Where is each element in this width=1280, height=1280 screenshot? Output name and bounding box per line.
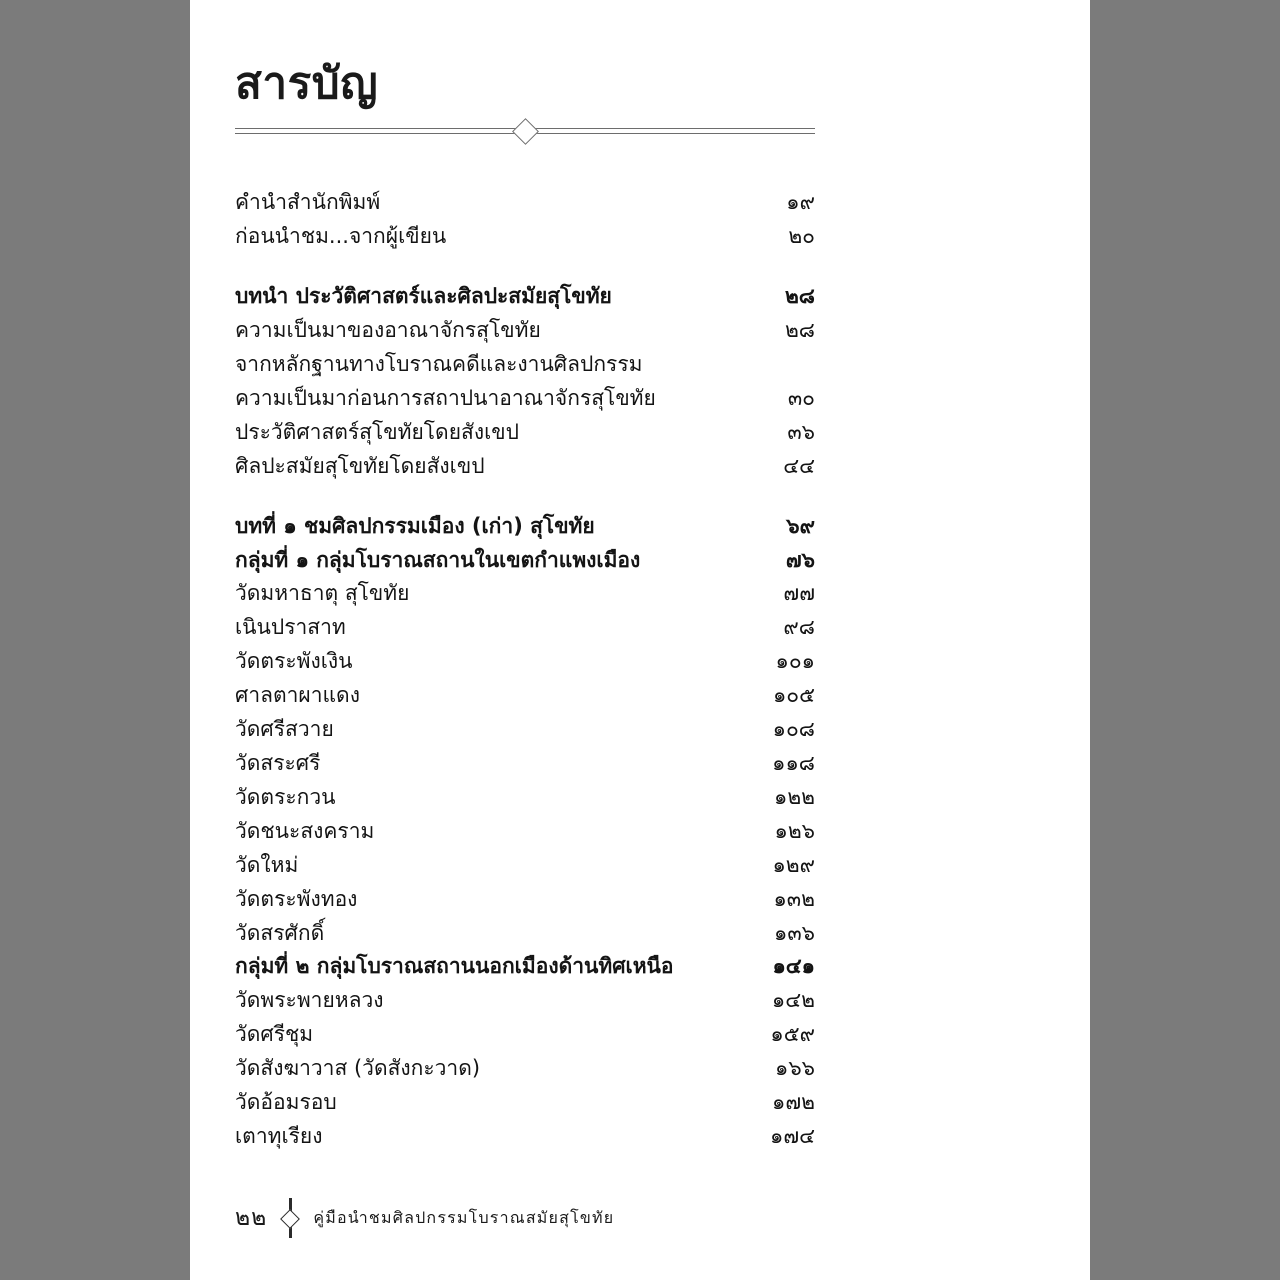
toc-entry[interactable] [235,1086,815,1120]
toc-entry[interactable] [235,450,815,484]
toc-entry-label: กลุ่มที่ ๑ กลุ่มโบราณสถานในเขตกำแพงเมือง [235,547,641,572]
toc-entry-label: วัดตระพังเงิน [235,649,353,674]
toc-entry-label: บทที่ ๑ ชมศิลปกรรมเมือง (เก่า) สุโขทัย [235,513,595,538]
toc-entry[interactable] [235,883,815,917]
toc-entry[interactable] [235,382,815,416]
toc-entry[interactable] [235,348,815,382]
page-title: สารบัญ [235,58,379,109]
toc-entry-label: วัดสระศรี [235,750,321,775]
toc-entry-page-number: ๒๘ [784,284,815,309]
toc-entry-page-number: ๓๐ [787,385,815,410]
toc-entry-page-number: ๑๒๒ [773,784,815,809]
toc-entry-label: วัดใหม่ [235,852,299,877]
toc-entry-page-number: ๑๑๘ [772,750,815,775]
toc-entry[interactable] [235,1120,815,1154]
decorative-rule [235,118,815,144]
toc-entry-label: เตาทุเรียง [235,1123,323,1148]
toc-entry[interactable] [235,314,815,348]
toc-entry[interactable] [235,510,815,544]
toc-entry[interactable] [235,1018,815,1052]
toc-section-gap [235,484,815,510]
toc-entry-page-number: ๑๓๒ [773,886,815,911]
toc-entry-page-number: ๑๓๖ [773,920,815,945]
toc-entry-label: ความเป็นมาก่อนการสถาปนาอาณาจักรสุโขทัย [235,385,656,410]
toc-entry-label: วัดสรศักดิ์ [235,920,325,945]
toc-entry-label: วัดศรีชุม [235,1022,314,1047]
toc-entry-label: วัดชนะสงคราม [235,818,375,843]
toc-entry-label: วัดสังฆาวาส (วัดสังกะวาด) [235,1056,481,1081]
toc-entry[interactable] [235,815,815,849]
toc-entry-label: วัดตระกวน [235,784,336,809]
toc-entry-page-number: ๙๘ [783,615,815,640]
toc-entry-page-number: ๗๖ [785,547,815,572]
diamond-ornament-icon [512,118,539,145]
toc-entry-page-number: ๗๗ [783,581,815,606]
toc-section-gap [235,254,815,280]
toc-entry-page-number: ๑๐๑ [775,649,815,674]
toc-entry-page-number: ๑๖๖ [775,1056,815,1081]
toc-entry[interactable] [235,849,815,883]
toc-entry[interactable] [235,577,815,611]
toc-entry[interactable] [235,747,815,781]
toc-entry-page-number: ๑๒๖ [774,818,815,843]
footer-ornament-icon [277,1198,307,1238]
toc-entry-label: วัดศรีสวาย [235,717,334,742]
toc-entry[interactable] [235,544,815,578]
toc-content [235,60,855,1154]
toc-entry[interactable] [235,220,815,254]
toc-entry-page-number: ๖๙ [786,513,815,538]
toc-entry-label: ก่อนนำชม...จากผู้เขียน [235,224,447,249]
toc-entry-label: วัดตระพังทอง [235,886,358,911]
toc-entry-page-number: ๔๔ [783,453,815,478]
toc-entry-page-number: ๑๗๔ [769,1123,815,1148]
toc-entry[interactable] [235,611,815,645]
toc-entry-label: จากหลักฐานทางโบราณคดีและงานศิลปกรรม [235,352,643,377]
toc-entry[interactable] [235,781,815,815]
toc-entry-label: ความเป็นมาของอาณาจักรสุโขทัย [235,318,541,343]
toc-entry[interactable] [235,679,815,713]
toc-entry-label: วัดมหาธาตุ สุโขทัย [235,581,410,606]
toc-entry-page-number: ๓๖ [787,419,815,444]
toc-entry-label: วัดอ้อมรอบ [235,1090,337,1115]
toc-entry[interactable] [235,984,815,1018]
toc-entry-label: บทนำ ประวัติศาสตร์และศิลปะสมัยสุโขทัย [235,284,612,309]
running-head: คู่มือนำชมศิลปกรรมโบราณสมัยสุโขทัย [313,1207,615,1227]
toc-entry[interactable] [235,416,815,450]
toc-entry[interactable] [235,917,815,951]
toc-entry[interactable] [235,645,815,679]
toc-entry-page-number: ๒๐ [788,224,815,249]
toc-entry-label: วัดพระพายหลวง [235,988,384,1013]
toc-entry-page-number: ๑๔๑ [772,954,815,979]
toc-entry-label: ศิลปะสมัยสุโขทัยโดยสังเขป [235,453,485,478]
toc-entry-page-number: ๑๔๒ [771,988,815,1013]
toc-entry-page-number: ๑๙ [786,190,815,215]
toc-entry-label: ศาลตาผาแดง [235,683,360,708]
toc-entry[interactable] [235,280,815,314]
toc-entry[interactable] [235,950,815,984]
toc-entry[interactable] [235,1052,815,1086]
page-footer [235,1198,614,1238]
toc-entry[interactable] [235,186,815,220]
toc-entry-label: กลุ่มที่ ๒ กลุ่มโบราณสถานนอกเมืองด้านทิศเหนือ [235,954,674,979]
document-page [190,0,1090,1280]
toc-entry-label: เนินปราสาท [235,615,346,640]
toc-entry-label: คำนำสำนักพิมพ์ [235,190,381,215]
toc-entry-page-number: ๑๕๙ [770,1022,815,1047]
toc-entry-page-number: ๑๐๕ [772,683,815,708]
toc-entry[interactable] [235,713,815,747]
toc-entry-page-number: ๑๗๒ [772,1090,815,1115]
toc-entry-page-number: ๑๐๘ [772,717,815,742]
folio-number: ๒๒ [235,1205,268,1231]
toc-entry-page-number: ๑๒๙ [772,852,815,877]
toc-entry-label: ประวัติศาสตร์สุโขทัยโดยสังเขป [235,419,519,444]
toc-list [235,186,815,1153]
toc-entry-page-number: ๒๘ [784,318,815,343]
